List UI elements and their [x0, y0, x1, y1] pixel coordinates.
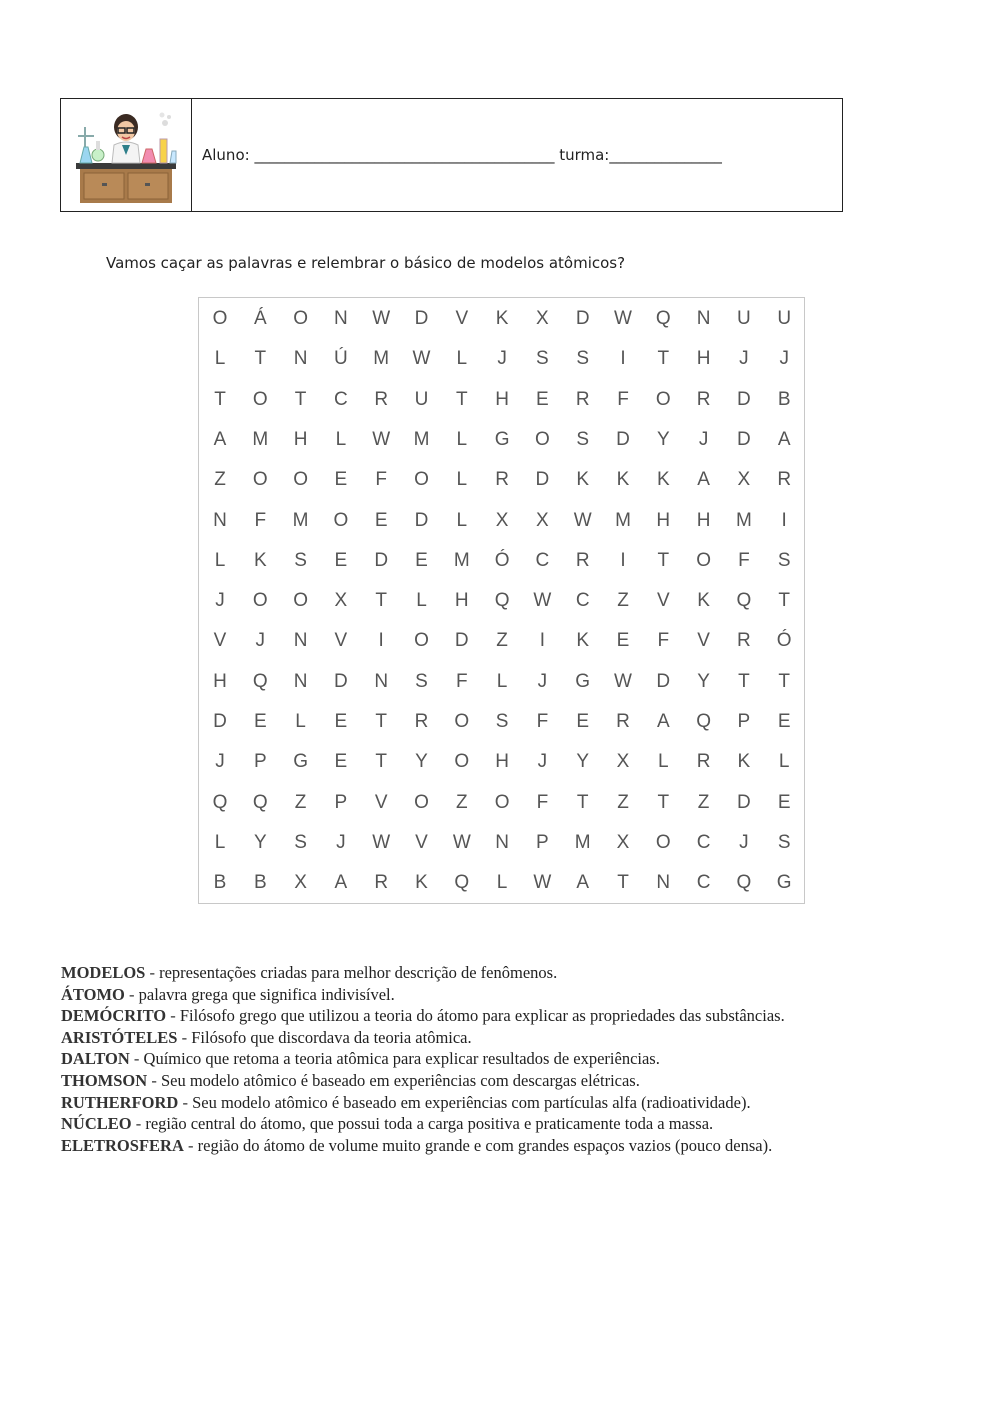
grid-letter[interactable]: A: [213, 428, 227, 450]
grid-letter[interactable]: U: [414, 388, 429, 410]
grid-letter[interactable]: V: [697, 630, 710, 652]
grid-letter[interactable]: D: [737, 428, 751, 450]
grid-letter[interactable]: O: [212, 308, 228, 329]
grid-letter[interactable]: C: [696, 872, 711, 894]
grid-letter[interactable]: N: [374, 670, 389, 692]
grid-letter[interactable]: R: [737, 630, 751, 652]
grid-letter[interactable]: T: [657, 549, 670, 571]
definition-separator: -: [145, 963, 160, 982]
grid-letter[interactable]: F: [738, 549, 750, 571]
grid-letter[interactable]: F: [617, 388, 629, 410]
grid-letter[interactable]: C: [334, 388, 348, 410]
definition-term: DALTON: [61, 1049, 130, 1069]
grid-letter[interactable]: T: [576, 791, 589, 813]
grid-letter[interactable]: J: [537, 670, 548, 692]
grid-letter[interactable]: R: [374, 388, 389, 410]
grid-letter[interactable]: E: [334, 549, 348, 571]
grid-letter[interactable]: E: [334, 469, 348, 491]
grid-letter[interactable]: Á: [253, 308, 267, 329]
grid-letter[interactable]: G: [494, 428, 510, 450]
grid-letter[interactable]: S: [777, 831, 791, 853]
grid-letter[interactable]: D: [334, 670, 348, 692]
grid-letter[interactable]: T: [375, 711, 387, 732]
grid-letter[interactable]: Q: [736, 590, 752, 612]
grid-letter[interactable]: B: [213, 872, 227, 894]
grid-letter[interactable]: D: [213, 711, 227, 732]
grid-letter[interactable]: L: [496, 670, 508, 692]
grid-letter[interactable]: L: [456, 509, 468, 531]
grid-letter[interactable]: A: [576, 872, 590, 894]
grid-letter[interactable]: O: [293, 308, 308, 329]
grid-letter[interactable]: U: [737, 308, 751, 329]
definition-term: THOMSON: [61, 1070, 148, 1090]
grid-letter[interactable]: E: [777, 711, 791, 732]
definition-item: [61, 984, 961, 1006]
grid-letter[interactable]: L: [214, 831, 226, 853]
grid-letter[interactable]: X: [495, 509, 509, 531]
grid-letter[interactable]: D: [414, 509, 429, 531]
grid-letter[interactable]: O: [252, 388, 268, 410]
grid-letter[interactable]: E: [616, 630, 630, 652]
grid-letter[interactable]: S: [415, 670, 428, 692]
definition-item: [61, 1027, 961, 1049]
grid-letter[interactable]: L: [456, 348, 468, 370]
cartoon-scientist-in-lab-icon: [70, 105, 182, 205]
grid-letter[interactable]: O: [454, 711, 470, 732]
definition-term: ÁTOMO: [61, 984, 125, 1004]
grid-letter[interactable]: L: [778, 751, 790, 773]
grid-letter[interactable]: T: [657, 791, 670, 813]
definition-text: Filósofo que discordava da teoria atômica.: [191, 1027, 472, 1047]
grid-letter[interactable]: X: [536, 509, 549, 531]
grid-row: [199, 541, 804, 581]
grid-letter[interactable]: P: [253, 751, 267, 773]
definition-item: [61, 962, 961, 984]
definition-text: representações criadas para melhor descrição de fenômenos.: [159, 963, 558, 982]
grid-letter[interactable]: Z: [455, 791, 468, 813]
grid-letter[interactable]: Q: [252, 670, 268, 692]
definition-term: NÚCLEO: [61, 1114, 132, 1134]
grid-letter[interactable]: R: [777, 469, 792, 491]
grid-letter[interactable]: A: [777, 428, 791, 450]
grid-letter[interactable]: O: [414, 630, 429, 652]
grid-letter[interactable]: N: [334, 308, 348, 329]
grid-letter[interactable]: R: [414, 711, 429, 732]
grid-letter[interactable]: D: [575, 308, 590, 329]
grid-letter[interactable]: M: [413, 428, 430, 450]
grid-letter[interactable]: L: [456, 469, 468, 491]
grid-letter[interactable]: M: [252, 428, 269, 450]
grid-letter[interactable]: T: [778, 670, 790, 692]
grid-letter[interactable]: A: [656, 711, 670, 732]
grid-letter[interactable]: F: [254, 509, 267, 531]
grid-row: [199, 339, 804, 379]
definition-term: ARISTÓTELES: [61, 1027, 178, 1047]
grid-letter[interactable]: Z: [214, 469, 226, 491]
definition-separator: -: [124, 984, 139, 1004]
grid-letter[interactable]: N: [213, 509, 227, 531]
instruction-text: Vamos caçar as palavras e relembrar o básico de modelos atômicos?: [106, 254, 626, 272]
grid-letter[interactable]: D: [737, 791, 751, 813]
grid-letter[interactable]: X: [294, 872, 307, 894]
grid-letter[interactable]: K: [697, 590, 710, 612]
grid-letter[interactable]: T: [657, 348, 670, 370]
grid-letter[interactable]: P: [737, 711, 751, 732]
grid-letter[interactable]: N: [293, 670, 308, 692]
grid-letter[interactable]: V: [374, 791, 388, 813]
grid-letter[interactable]: R: [575, 388, 590, 410]
grid-letter[interactable]: E: [536, 388, 549, 410]
grid-letter[interactable]: L: [456, 428, 468, 450]
definition-text: Seu modelo atômico é baseado em experiências com descargas elétricas.: [160, 1070, 640, 1090]
definition-separator: -: [131, 1114, 146, 1134]
grid-letter[interactable]: J: [739, 348, 749, 370]
grid-row: [199, 702, 804, 742]
grid-letter[interactable]: J: [537, 751, 548, 773]
grid-letter[interactable]: R: [616, 711, 630, 732]
definition-text: região do átomo de volume muito grande e com grandes espaços vazios (pouco densa).: [197, 1135, 773, 1155]
grid-letter[interactable]: F: [455, 670, 468, 692]
grid-letter[interactable]: I: [378, 630, 384, 652]
definition-term: MODELOS: [61, 963, 146, 982]
grid-letter[interactable]: J: [215, 751, 225, 773]
grid-letter[interactable]: X: [616, 751, 630, 773]
grid-row: [199, 501, 804, 541]
grid-letter[interactable]: G: [776, 872, 792, 894]
grid-letter[interactable]: V: [213, 630, 227, 652]
grid-letter[interactable]: F: [657, 630, 670, 652]
grid-letter[interactable]: K: [616, 469, 630, 491]
grid-letter[interactable]: O: [333, 509, 349, 531]
definition-item: [61, 1048, 961, 1070]
grid-letter[interactable]: L: [496, 872, 508, 894]
grid-letter[interactable]: Q: [736, 872, 752, 894]
grid-letter[interactable]: S: [777, 549, 791, 571]
grid-letter[interactable]: A: [697, 469, 710, 491]
grid-letter[interactable]: V: [656, 590, 670, 612]
definition-separator: -: [178, 1092, 193, 1112]
grid-letter[interactable]: N: [656, 872, 671, 894]
grid-letter[interactable]: H: [696, 509, 711, 531]
grid-letter[interactable]: H: [656, 509, 671, 531]
grid-letter[interactable]: E: [253, 711, 267, 732]
grid-letter[interactable]: Q: [696, 711, 711, 732]
grid-letter[interactable]: X: [616, 831, 630, 853]
definition-text: palavra grega que significa indivisível.: [138, 984, 395, 1004]
grid-letter[interactable]: P: [536, 831, 549, 853]
grid-letter[interactable]: S: [294, 831, 307, 853]
grid-letter[interactable]: L: [658, 751, 669, 773]
grid-letter[interactable]: Ú: [334, 348, 348, 370]
grid-letter[interactable]: H: [696, 348, 711, 370]
grid-letter[interactable]: K: [415, 872, 428, 894]
grid-letter[interactable]: H: [495, 751, 509, 773]
grid-letter[interactable]: E: [374, 509, 388, 531]
grid-letter[interactable]: S: [495, 711, 509, 732]
grid-letter[interactable]: H: [213, 670, 227, 692]
grid-letter[interactable]: R: [696, 388, 711, 410]
header-image-cell: [61, 99, 192, 211]
grid-letter[interactable]: D: [616, 428, 630, 450]
grid-letter[interactable]: B: [253, 872, 267, 894]
grid-letter[interactable]: E: [415, 549, 428, 571]
grid-letter[interactable]: W: [412, 348, 431, 370]
grid-letter[interactable]: S: [576, 428, 590, 450]
header-table: [60, 98, 843, 212]
definition-item: [61, 1092, 961, 1114]
grid-letter[interactable]: Z: [496, 630, 508, 652]
grid-letter[interactable]: P: [334, 791, 348, 813]
grid-letter[interactable]: N: [696, 308, 711, 329]
grid-row: [199, 783, 804, 823]
grid-letter[interactable]: O: [655, 388, 671, 410]
grid-letter[interactable]: J: [779, 348, 789, 370]
grid-letter[interactable]: Y: [415, 751, 428, 773]
grid-letter[interactable]: V: [455, 308, 469, 329]
grid-letter[interactable]: T: [617, 872, 629, 894]
grid-letter[interactable]: Y: [576, 751, 590, 773]
definitions-list: [61, 962, 961, 1156]
grid-letter[interactable]: Ó: [776, 630, 792, 652]
grid-letter[interactable]: M: [574, 831, 591, 853]
grid-letter[interactable]: A: [334, 872, 348, 894]
grid-letter[interactable]: E: [576, 711, 590, 732]
grid-letter[interactable]: Z: [294, 791, 307, 813]
grid-letter[interactable]: I: [539, 630, 546, 652]
grid-letter[interactable]: K: [495, 308, 509, 329]
grid-letter[interactable]: O: [454, 751, 470, 773]
grid-letter[interactable]: Y: [697, 670, 710, 692]
grid-letter[interactable]: W: [452, 831, 471, 853]
grid-letter[interactable]: M: [453, 549, 470, 571]
grid-row: [199, 662, 804, 702]
grid-letter[interactable]: R: [696, 751, 711, 773]
grid-letter[interactable]: E: [334, 711, 348, 732]
grid-letter[interactable]: L: [214, 549, 226, 571]
grid-letter[interactable]: I: [781, 509, 787, 531]
grid-letter[interactable]: X: [334, 590, 348, 612]
grid-letter[interactable]: T: [294, 388, 307, 410]
grid-letter[interactable]: E: [777, 791, 791, 813]
grid-letter[interactable]: O: [293, 590, 308, 612]
grid-row: [199, 863, 804, 903]
definition-item: [61, 1070, 961, 1092]
grid-letter[interactable]: T: [254, 348, 267, 370]
student-info-cell: [192, 99, 842, 211]
definition-term: DEMÓCRITO: [61, 1006, 167, 1026]
grid-letter[interactable]: W: [533, 872, 552, 894]
grid-letter[interactable]: O: [293, 469, 308, 491]
grid-letter[interactable]: X: [536, 308, 549, 329]
grid-letter[interactable]: J: [255, 630, 266, 652]
grid-letter[interactable]: H: [293, 428, 308, 450]
definition-item: [61, 1135, 961, 1157]
grid-letter[interactable]: K: [253, 549, 267, 571]
grid-letter[interactable]: K: [576, 469, 590, 491]
grid-letter[interactable]: J: [336, 831, 346, 853]
grid-letter[interactable]: W: [533, 590, 552, 612]
grid-row: [199, 742, 804, 782]
grid-letter[interactable]: O: [655, 831, 671, 853]
grid-letter[interactable]: R: [374, 872, 389, 894]
grid-letter[interactable]: G: [575, 670, 591, 692]
grid-letter[interactable]: L: [335, 428, 347, 450]
grid-letter[interactable]: M: [615, 509, 631, 531]
grid-letter[interactable]: V: [415, 831, 428, 853]
grid-letter[interactable]: U: [777, 308, 792, 329]
grid-letter[interactable]: H: [454, 590, 469, 612]
grid-letter[interactable]: R: [575, 549, 590, 571]
grid-letter[interactable]: R: [495, 469, 509, 491]
grid-row: [199, 823, 804, 863]
definition-separator: -: [177, 1027, 192, 1047]
grid-letter[interactable]: B: [777, 388, 791, 410]
grid-letter[interactable]: I: [620, 549, 626, 571]
grid-letter[interactable]: V: [334, 630, 348, 652]
definition-separator: -: [183, 1135, 198, 1155]
grid-letter[interactable]: C: [535, 549, 550, 571]
grid-letter[interactable]: W: [372, 308, 391, 329]
grid-letter[interactable]: M: [735, 509, 752, 531]
definition-term: ELETROSFERA: [61, 1135, 184, 1155]
grid-letter[interactable]: N: [293, 348, 308, 370]
grid-row: [199, 380, 804, 420]
grid-letter[interactable]: E: [334, 751, 348, 773]
grid-row: [199, 460, 804, 500]
definition-separator: -: [129, 1049, 144, 1069]
grid-letter[interactable]: C: [575, 590, 590, 612]
grid-letter[interactable]: D: [737, 388, 751, 410]
definition-text: região central do átomo, que possui toda a carga positiva e praticamente toda a massa.: [145, 1114, 714, 1134]
grid-letter[interactable]: O: [414, 791, 429, 813]
grid-letter[interactable]: J: [497, 348, 507, 370]
definition-text: Químico que retoma a teoria atômica para explicar resultados de experiências.: [143, 1049, 660, 1069]
grid-letter[interactable]: L: [295, 711, 306, 732]
grid-letter[interactable]: Q: [655, 308, 671, 329]
grid-letter[interactable]: K: [576, 630, 590, 652]
grid-letter[interactable]: O: [696, 549, 711, 571]
grid-letter[interactable]: M: [373, 348, 390, 370]
grid-letter[interactable]: T: [778, 590, 790, 612]
grid-letter[interactable]: S: [294, 549, 307, 571]
grid-letter[interactable]: N: [293, 630, 308, 652]
grid-row: [199, 299, 804, 339]
grid-letter[interactable]: W: [372, 428, 391, 450]
definition-separator: -: [147, 1070, 161, 1090]
grid-letter[interactable]: O: [494, 791, 510, 813]
grid-row: [199, 621, 804, 661]
student-name-class-line: Aluno: ________________________________________ turma:_______________: [202, 146, 722, 164]
grid-letter[interactable]: Q: [494, 590, 510, 612]
definition-separator: -: [166, 1006, 180, 1026]
grid-row: [199, 420, 804, 460]
grid-letter[interactable]: S: [536, 348, 549, 370]
grid-letter[interactable]: M: [292, 509, 309, 531]
definition-text: Seu modelo atômico é baseado em experiências com partículas alfa (radioatividade).: [192, 1092, 751, 1112]
grid-letter[interactable]: T: [214, 388, 226, 410]
grid-letter[interactable]: T: [375, 751, 387, 773]
grid-letter[interactable]: J: [739, 831, 749, 853]
grid-letter[interactable]: N: [495, 831, 509, 853]
grid-letter[interactable]: F: [536, 711, 549, 732]
grid-letter[interactable]: Y: [253, 831, 267, 853]
grid-letter[interactable]: J: [215, 590, 225, 612]
grid-letter[interactable]: L: [214, 348, 226, 370]
grid-letter[interactable]: D: [374, 549, 389, 571]
grid-letter[interactable]: W: [573, 509, 592, 531]
grid-letter[interactable]: X: [737, 469, 751, 491]
grid-letter[interactable]: Q: [252, 791, 268, 813]
grid-letter[interactable]: Q: [212, 791, 228, 813]
grid-letter[interactable]: J: [698, 428, 709, 450]
grid-letter[interactable]: S: [576, 348, 590, 370]
grid-letter[interactable]: Y: [656, 428, 670, 450]
grid-letter[interactable]: O: [414, 469, 429, 491]
grid-letter[interactable]: C: [696, 831, 711, 853]
definition-text: Filósofo grego que utilizou a teoria do átomo para explicar as propriedades das substâncias.: [179, 1006, 785, 1026]
grid-letter[interactable]: D: [454, 630, 469, 652]
grid-letter[interactable]: O: [252, 469, 268, 491]
grid-letter[interactable]: L: [416, 590, 427, 612]
grid-letter[interactable]: T: [738, 670, 750, 692]
grid-letter[interactable]: D: [414, 308, 429, 329]
grid-letter[interactable]: Z: [617, 791, 629, 813]
grid-letter[interactable]: W: [372, 831, 391, 853]
grid-letter[interactable]: Q: [454, 872, 470, 894]
grid-letter[interactable]: T: [455, 388, 468, 410]
grid-letter[interactable]: Ó: [494, 549, 510, 571]
grid-letter[interactable]: Z: [697, 791, 710, 813]
grid-letter[interactable]: F: [536, 791, 549, 813]
grid-row: [199, 581, 804, 621]
grid-letter[interactable]: D: [656, 670, 671, 692]
grid-letter[interactable]: K: [656, 469, 670, 491]
grid-letter[interactable]: I: [620, 348, 626, 370]
grid-letter[interactable]: H: [495, 388, 509, 410]
grid-letter[interactable]: K: [737, 751, 751, 773]
definition-term: RUTHERFORD: [61, 1092, 179, 1112]
definition-item: [61, 1113, 961, 1135]
grid-letter[interactable]: T: [375, 590, 387, 612]
grid-letter[interactable]: F: [375, 469, 387, 491]
grid-letter[interactable]: W: [614, 670, 632, 692]
grid-letter[interactable]: G: [293, 751, 308, 773]
grid-letter[interactable]: O: [252, 590, 268, 612]
grid-letter[interactable]: W: [614, 308, 632, 329]
definition-item: [61, 1005, 961, 1027]
grid-letter[interactable]: Z: [617, 590, 629, 612]
word-search-grid: [198, 297, 805, 904]
grid-letter[interactable]: D: [535, 469, 550, 491]
grid-letter[interactable]: O: [535, 428, 550, 450]
